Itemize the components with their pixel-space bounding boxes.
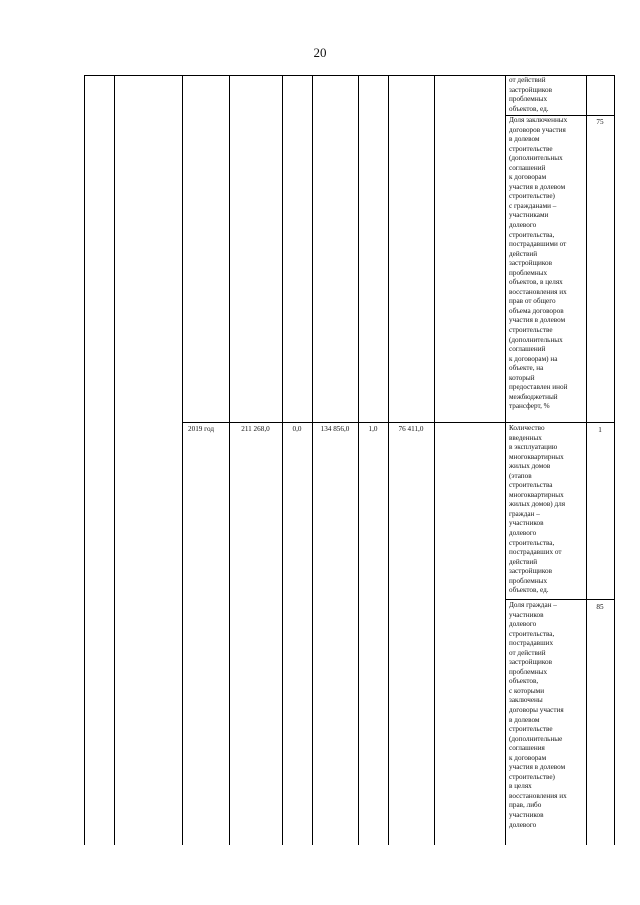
indicator-value: 85	[596, 603, 604, 611]
table-border	[505, 75, 506, 845]
indicator-text: Количество введенных в эксплуатацию многоквартирных жилых домов (этапов строительства многоквартирных жилых домов) для граждан – участников долевого строительства, пострадавших от действий застройщиков проблемных объектов, ед.	[509, 424, 566, 595]
value-cell: 1,0	[368, 425, 378, 433]
table-border	[114, 75, 115, 845]
table-border	[312, 75, 313, 845]
value-cell: 76 411,0	[398, 425, 424, 433]
table-border	[182, 75, 183, 845]
table-border	[229, 75, 230, 845]
table-border	[434, 75, 435, 845]
table-border	[388, 75, 389, 845]
value-cell: 211 268,0	[241, 425, 270, 433]
indicator-value: 1	[598, 426, 602, 434]
table-border	[282, 75, 283, 845]
table-border	[505, 599, 615, 600]
indicator-value: 75	[596, 118, 604, 126]
table-border	[586, 75, 587, 845]
table-border	[358, 75, 359, 845]
indicator-text: от действий застройщиков проблемных объектов, ед.	[509, 76, 552, 113]
indicator-text: Доля заключенных договоров участия в долевом строительстве (дополнительных соглашений к договорам участия в долевом строительстве) с гражданами – участниками долевого строительства, пострадавшими от действий застройщиков проблемных объектов, в целях восстановления их прав от общего объема договоров участия в долевом строительстве (дополнительных соглашений к договорам) на объекте, на который предоставлен иной межбюджетный трансферт, %	[509, 116, 568, 411]
page-number: 20	[313, 45, 327, 60]
indicator-text: Доля граждан – участников долевого строительства, пострадавших от действий застройщиков проблемных объектов, с которыми заключены договоры участия в долевом строительстве (дополнительные соглашения к договорам участия в долевом строительстве) в целях восстановления их прав, либо участников долевого	[509, 601, 567, 829]
table-border	[84, 75, 85, 845]
value-cell: 134 856,0	[320, 425, 350, 433]
value-cell: 0,0	[292, 425, 302, 433]
year-cell: 2019 год	[188, 425, 214, 433]
table-border	[182, 422, 615, 423]
table-border	[614, 75, 615, 845]
